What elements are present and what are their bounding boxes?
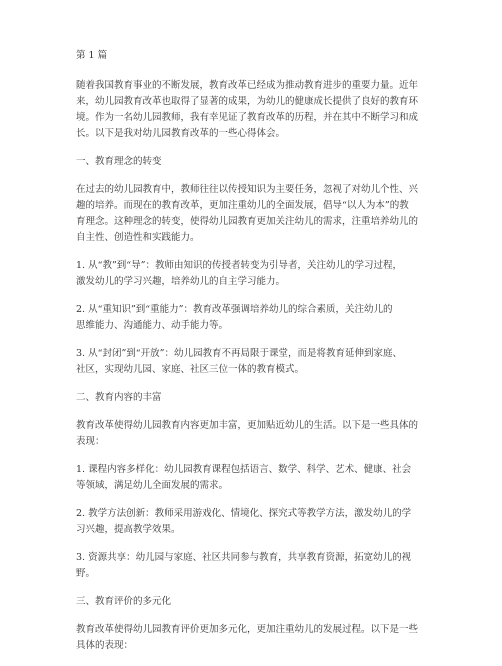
intro-line: 境。作为一名幼儿园教师，我有幸见证了教育改革的历程，并在其中不断学习和成 <box>76 112 419 123</box>
paragraph-line: 自主性、创造性和实践能力。 <box>76 232 200 243</box>
intro-line: 随着我国教育事业的不断发展，教育改革已经成为推动教育进步的重要力量。近年 <box>76 80 419 91</box>
list-item <box>76 346 430 378</box>
list-item-line: 3. 资源共享：幼儿园与家庭、社区共同参与教育，共享教育资源，拓宽幼儿的视 <box>76 552 412 563</box>
section-heading: 二、教育内容的丰富 <box>76 392 162 403</box>
list-item-line: 2. 教学方法创新：教师采用游戏化、情境化、探究式等教学方法，激发幼儿的学 <box>76 508 412 519</box>
paragraph-line: 育理念。这种理念的转变，使得幼儿园教育更加关注幼儿的需求，注重培养幼儿的 <box>76 216 419 227</box>
section-paragraph <box>76 182 430 246</box>
section-paragraph <box>76 622 430 654</box>
document-page <box>76 48 430 666</box>
list-item-line: 习兴趣，提高教学效果。 <box>76 524 181 535</box>
list-item-line: 2. 从“重知识”到“重能力”：教育改革强调培养幼儿的综合素质，关注幼儿的 <box>76 304 393 315</box>
list-item <box>76 550 430 582</box>
list-item <box>76 462 430 494</box>
list-item-line: 1. 课程内容多样化：幼儿园教育课程包括语言、数学、科学、艺术、健康、社会 <box>76 464 412 475</box>
list-item <box>76 258 430 290</box>
intro-line: 长。以下是我对幼儿园教育改革的一些心得体会。 <box>76 128 286 139</box>
list-item-line: 1. 从“教”到“导”：教师由知识的传授者转变为引导者，关注幼儿的学习过程， <box>76 260 403 271</box>
list-item-line: 等领域，满足幼儿全面发展的需求。 <box>76 480 229 491</box>
section-heading: 三、教育评价的多元化 <box>76 596 172 607</box>
list-item-line: 社区，实现幼儿园、家庭、社区三位一体的教育模式。 <box>76 364 305 375</box>
paragraph-line: 表现： <box>76 436 105 447</box>
paragraph-line: 教育改革使得幼儿园教育内容更加丰富，更加贴近幼儿的生活。以下是一些具体的 <box>76 420 419 431</box>
paragraph-line: 具体的表现： <box>76 640 134 651</box>
list-item-line: 野。 <box>76 568 96 579</box>
list-item-line: 思维能力、沟通能力、动手能力等。 <box>76 320 229 331</box>
list-item-line: 激发幼儿的学习兴趣，培养幼儿的自主学习能力。 <box>76 276 286 287</box>
list-item <box>76 506 430 538</box>
section-paragraph <box>76 418 430 450</box>
intro-paragraph <box>76 78 430 142</box>
section-heading: 一、教育理念的转变 <box>76 156 162 167</box>
paragraph-line: 在过去的幼儿园教育中，教师往往以传授知识为主要任务，忽视了对幼儿个性、兴 <box>76 184 419 195</box>
paragraph-line: 教育改革使得幼儿园教育评价更加多元化，更加注重幼儿的发展过程。以下是一些 <box>76 624 419 635</box>
list-item <box>76 302 430 334</box>
intro-line: 来，幼儿园教育改革也取得了显著的成果，为幼儿的健康成长提供了良好的教育环 <box>76 96 419 107</box>
paragraph-line: 趣的培养。而现在的教育改革，更加注重幼儿的全面发展，倡导“以人为本”的教 <box>76 200 409 211</box>
document-title: 第 1 篇 <box>76 50 108 61</box>
list-item-line: 3. 从“封闭”到“开放”：幼儿园教育不再局限于课堂，而是将教育延伸到家庭、 <box>76 348 403 359</box>
